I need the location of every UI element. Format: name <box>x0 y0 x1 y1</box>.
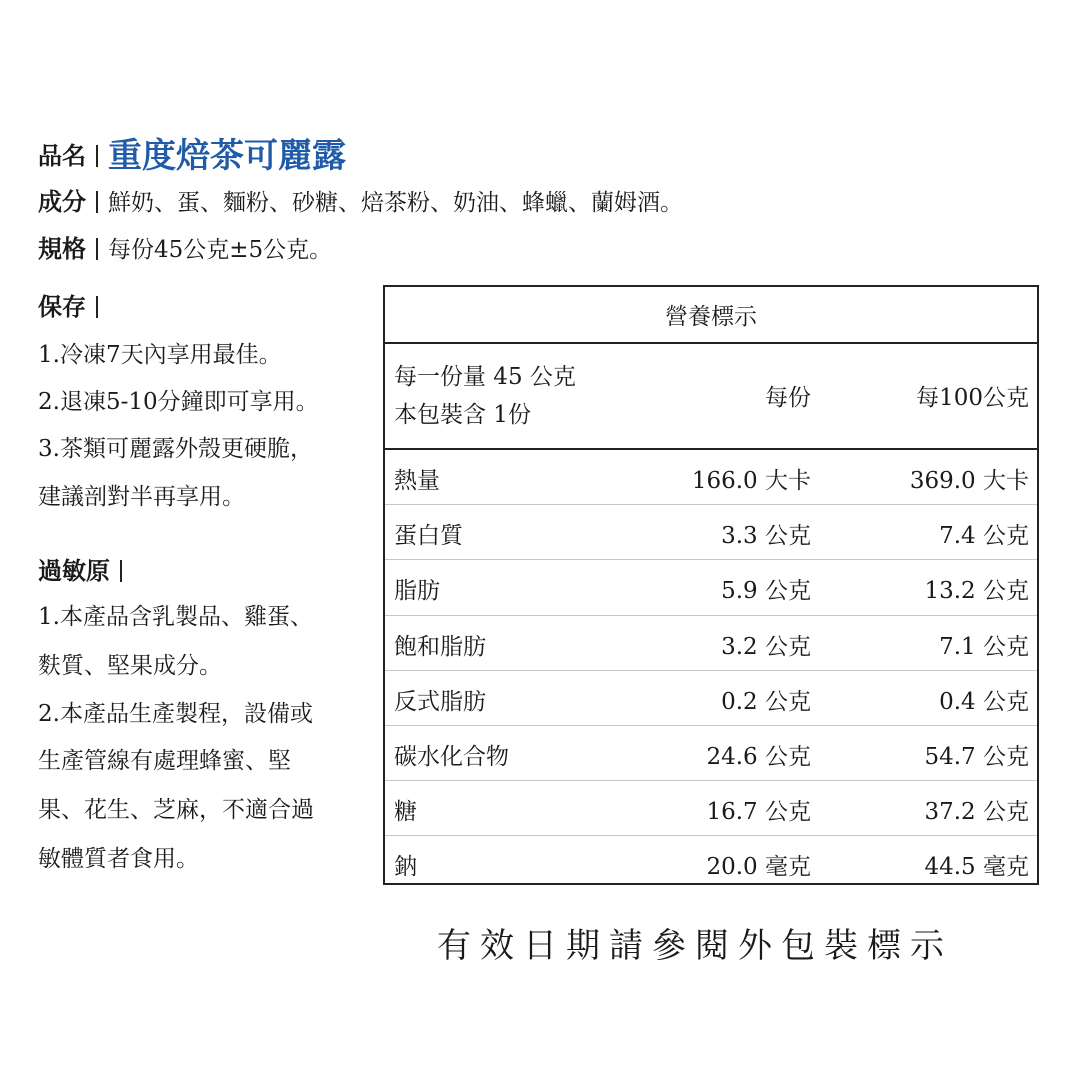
product-name-value: 重度焙茶可麗露 <box>108 136 346 176</box>
per-100g-value: 7.4 公克 <box>939 523 1029 550</box>
expiry-notice: 有效日期請參閱外包裝標示 <box>437 926 953 966</box>
spec-label: 規格 <box>38 234 86 263</box>
table-row <box>385 671 1037 726</box>
storage-line: 2.退凍5-10分鐘即可享用。 <box>38 389 319 415</box>
nutrient-name: 蛋白質 <box>394 523 463 550</box>
nutrient-name: 反式脂肪 <box>394 688 486 715</box>
servings-per-pack: 本包裝含 1份 <box>394 402 531 428</box>
per-serving-value: 166.0 大卡 <box>691 468 811 494</box>
serving-size: 每一份量 45 公克 <box>394 364 576 390</box>
nutrient-name: 糖 <box>394 799 417 826</box>
nutrient-name: 碳水化合物 <box>394 743 509 770</box>
col-per-100g: 每100公克 <box>916 385 1029 411</box>
ingredients-value: 鮮奶、蛋、麵粉、砂糖、焙茶粉、奶油、蜂蠟、蘭姆酒。 <box>108 190 683 216</box>
nutrition-rows <box>385 450 1037 892</box>
storage-label: 保存 <box>38 292 86 321</box>
allergen-label: 過敏原 <box>38 556 110 585</box>
per-serving-value: 3.2 公克 <box>721 633 811 660</box>
table-row <box>385 450 1037 505</box>
col-per-serving: 每份 <box>765 385 811 411</box>
spec-line <box>38 229 332 264</box>
product-name-line <box>38 128 346 177</box>
per-serving-value: 5.9 公克 <box>721 578 811 605</box>
per-100g-value: 37.2 公克 <box>924 799 1029 826</box>
per-serving-value: 3.3 公克 <box>721 523 811 550</box>
table-row <box>385 560 1037 615</box>
allergen-line: 生產管線有處理蜂蜜、堅 <box>38 748 291 774</box>
table-row <box>385 505 1037 560</box>
separator-bar <box>96 238 98 260</box>
allergen-line: 敏體質者食用。 <box>38 846 199 872</box>
separator-bar <box>96 145 98 167</box>
table-row <box>385 836 1037 891</box>
per-100g-value: 7.1 公克 <box>939 633 1029 660</box>
table-row <box>385 726 1037 781</box>
separator-bar <box>96 191 98 213</box>
allergen-line: 1.本產品含乳製品、雞蛋、 <box>38 604 313 630</box>
per-serving-value: 0.2 公克 <box>721 688 811 715</box>
per-serving-value: 16.7 公克 <box>706 799 811 826</box>
per-100g-value: 13.2 公克 <box>924 578 1029 605</box>
per-100g-value: 44.5 毫克 <box>924 854 1029 881</box>
spec-value: 每份45公克±5公克。 <box>108 237 333 263</box>
nutrient-name: 熱量 <box>394 468 440 494</box>
ingredients-label: 成分 <box>38 187 86 216</box>
allergen-line: 麩質、堅果成分。 <box>38 653 222 679</box>
per-serving-value: 20.0 毫克 <box>706 854 811 881</box>
per-100g-value: 54.7 公克 <box>924 743 1029 770</box>
ingredients-line <box>38 182 683 217</box>
table-row <box>385 781 1037 836</box>
storage-line: 1.冷凍7天內享用最佳。 <box>38 342 282 368</box>
table-row <box>385 616 1037 671</box>
product-name-label: 品名 <box>38 141 86 170</box>
separator-bar <box>120 560 122 582</box>
per-serving-value: 24.6 公克 <box>706 743 811 770</box>
allergen-heading <box>38 551 132 586</box>
nutrition-table <box>383 285 1039 885</box>
storage-line: 3.茶類可麗露外殼更硬脆， <box>38 436 313 462</box>
allergen-line: 2.本產品生產製程，設備或 <box>38 701 313 727</box>
nutrient-name: 鈉 <box>394 854 417 881</box>
nutrient-name: 脂肪 <box>394 578 440 605</box>
per-100g-value: 0.4 公克 <box>939 688 1029 715</box>
nutrition-subheader <box>385 344 1037 450</box>
separator-bar <box>96 296 98 318</box>
storage-line: 建議剖對半再享用。 <box>38 484 245 510</box>
nutrient-name: 飽和脂肪 <box>394 633 486 660</box>
storage-heading <box>38 287 108 322</box>
nutrition-title: 營養標示 <box>385 287 1037 344</box>
per-100g-value: 369.0 大卡 <box>909 468 1029 494</box>
allergen-line: 果、花生、芝麻，不適合過 <box>38 797 314 823</box>
